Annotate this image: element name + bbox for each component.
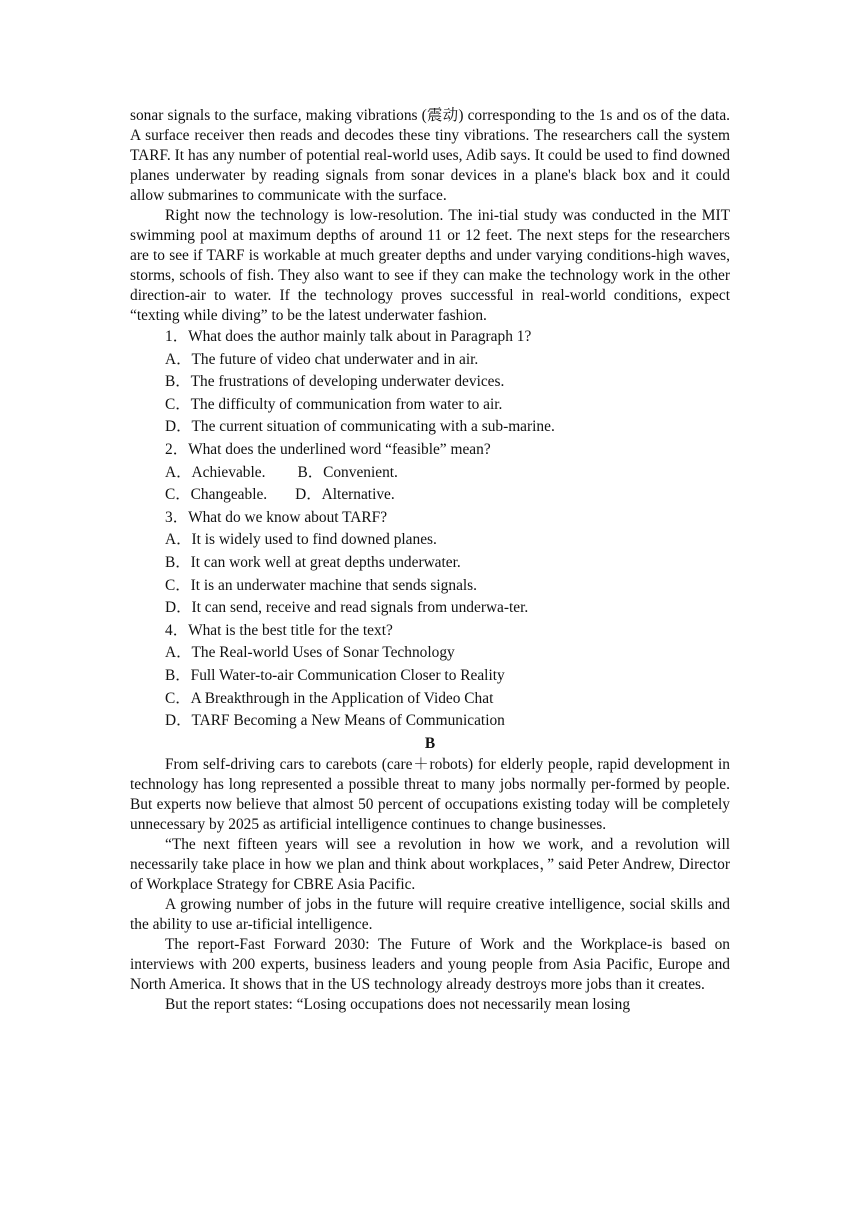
- passage-a-paragraph-1: sonar signals to the surface, making vibrations (震动) corresponding to the 1s and os of the data. A surface receiver then reads and decodes these tiny vibrations. The researchers call the system TARF. It has any number of potential real-world uses, Adib says. It could be used to find downed planes underwater by reading signals from sonar devices in a plane's black box and it could allow submarines to communicate with the surface.: [130, 107, 730, 204]
- question-3-option-c: C．It is an underwater machine that sends signals.: [165, 576, 478, 594]
- question-1-option-c: C．The difficulty of communication from water to air.: [165, 395, 503, 413]
- question-3-option-b: B．It can work well at great depths underwater.: [165, 553, 461, 571]
- question-2-option-c: C．Changeable.: [165, 486, 268, 504]
- question-2-option-a: A．Achievable.: [165, 463, 266, 481]
- question-1: 1．What does the author mainly talk about in Paragraph 1?: [165, 328, 532, 345]
- passage-b-paragraph-3: A growing number of jobs in the future will require creative intelligence, social skills and the ability to use ar-tificial intelligence.: [130, 895, 730, 933]
- passage-b-paragraph-4: The report-Fast Forward 2030: The Future of Work and the Workplace-is based on interviews with 200 experts, business leaders and young people from Asia Pacific, Europe and North America. It shows that in the US technology already destroys more jobs than it creates.: [130, 935, 730, 993]
- question-1-option-d: D．The current situation of communicating with a sub-marine.: [165, 418, 555, 436]
- passage-b-paragraph-5: But the report states: “Losing occupations does not necessarily mean losing: [165, 995, 631, 1013]
- question-2-prefix: 2．What does the underlined word: [165, 440, 386, 458]
- question-3-option-a: A．It is widely used to find downed planes.: [165, 531, 437, 549]
- question-4-option-d: D．TARF Becoming a New Means of Communication: [165, 712, 505, 730]
- question-2: [130, 439, 730, 462]
- document-page: [130, 106, 730, 1015]
- question-4-option-b: B．Full Water-to-air Communication Closer to Reality: [165, 666, 505, 684]
- question-4-option-a: A．The Real-world Uses of Sonar Technology: [165, 644, 455, 662]
- question-3-option-d: D．It can send, receive and read signals from underwa-ter.: [165, 599, 529, 617]
- question-4-option-c: C．A Breakthrough in the Application of Video Chat: [165, 689, 494, 707]
- passage-b-paragraph-1: From self-driving cars to carebots (care＋robots) for elderly people, rapid development in technology has long represented a possible threat to many jobs normally per-formed by people. But experts now believe that almost 50 percent of occupations existing today will be completely unnecessary by 2025 as artificial intelligence continues to change businesses.: [130, 755, 730, 833]
- question-1-option-b: B．The frustrations of developing underwater devices.: [165, 373, 505, 391]
- question-1-option-a: A．The future of video chat underwater and in air.: [165, 350, 479, 368]
- question-2-options-cd: [130, 484, 730, 507]
- passage-b-paragraph-2: “The next fifteen years will see a revolution in how we work, and a revolution will necessarily take place in how we plan and think about workplaces，” said Peter Andrew, Director of Workplace Strategy for CBRE Asia Pacific.: [130, 835, 730, 893]
- question-2-word: “feasible”: [385, 440, 447, 458]
- question-2-option-b: B．Convenient.: [297, 463, 398, 481]
- passage-a-paragraph-2: Right now the technology is low-resolution. The ini-tial study was conducted in the MIT swimming pool at maximum depths of around 11 or 12 feet. The next steps for the researchers are to see if TARF is workable at much greater depths and under varying conditions-high waves, storms, schools of fish. They also want to see if they can make the technology work in the other direction-air to water. If the technology proves successful in real-world conditions, expect “texting while diving” to be the latest underwater fashion.: [130, 207, 730, 324]
- question-3: 3．What do we know about TARF?: [165, 508, 388, 526]
- question-2-option-d: D．Alternative.: [295, 486, 395, 504]
- question-2-options-ab: [130, 462, 730, 485]
- question-4: 4．What is the best title for the text?: [165, 621, 393, 639]
- question-2-suffix: mean?: [446, 440, 491, 458]
- section-b-heading: B: [424, 734, 436, 752]
